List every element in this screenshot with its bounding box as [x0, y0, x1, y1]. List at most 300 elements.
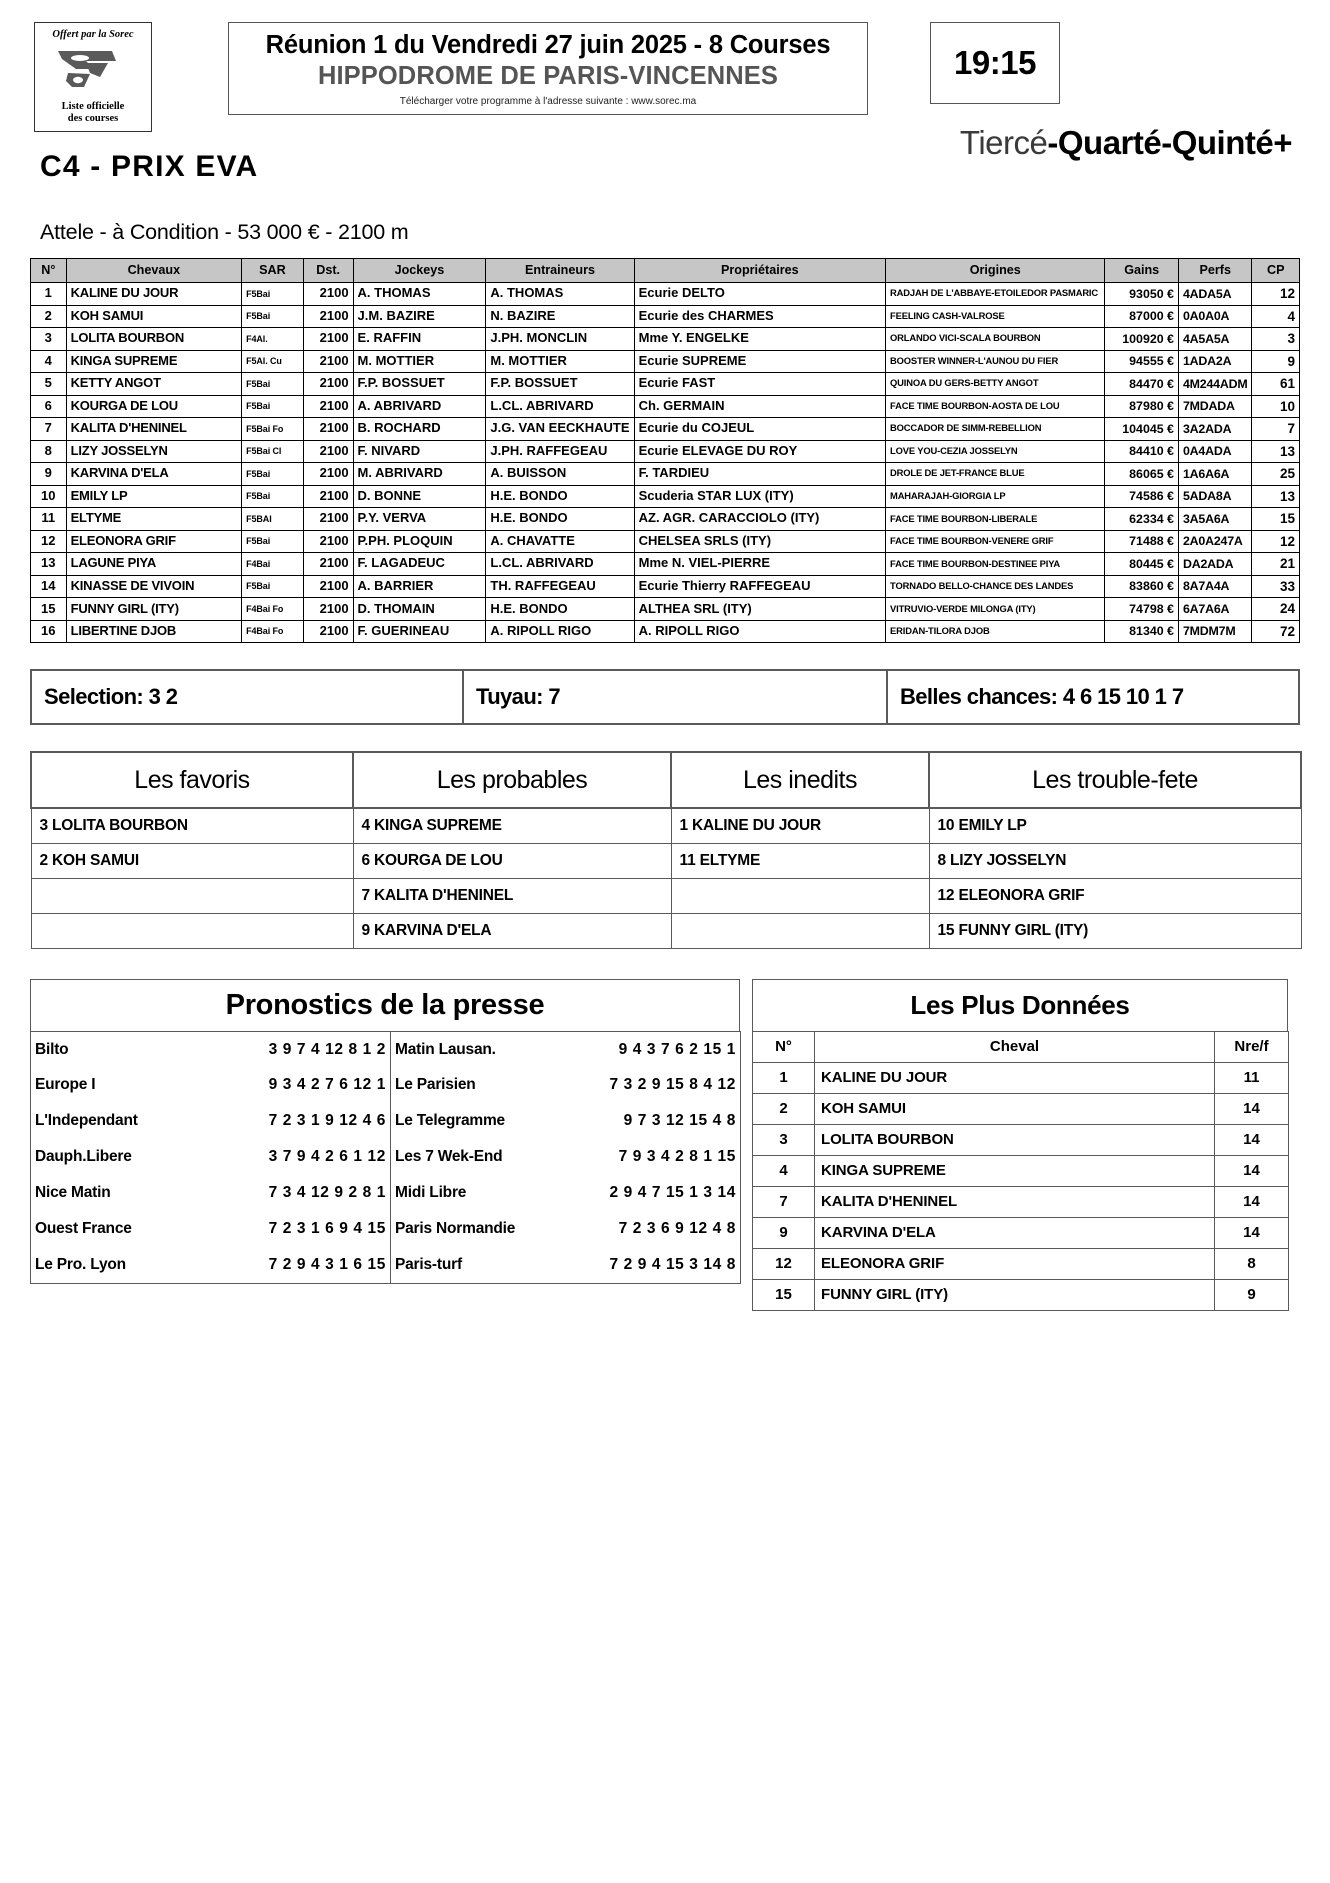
col-header-origin: Origines: [886, 259, 1105, 283]
runner-origin: BOCCADOR DE SIMM-REBELLION: [886, 418, 1105, 441]
runner-number: 16: [31, 620, 67, 643]
runner-trainer: A. THOMAS: [486, 283, 634, 306]
race-title-bar: [0, 124, 1330, 202]
tuyau-cell: Tuyau: 7: [463, 670, 887, 724]
runner-trainer: H.E. BONDO: [486, 485, 634, 508]
runner-owner: ALTHEA SRL (ITY): [634, 598, 885, 621]
runner-horse-name: LIZY JOSSELYN: [66, 440, 242, 463]
most-selected-row: [753, 1155, 1289, 1186]
runner-origin: FACE TIME BOURBON-DESTINEE PIYA: [886, 553, 1105, 576]
table-row: [31, 575, 1300, 598]
col-header-jockey: Jockeys: [353, 259, 486, 283]
most-selected-horse: FUNNY GIRL (ITY): [815, 1279, 1215, 1310]
runner-trainer: A. BUISSON: [486, 463, 634, 486]
most-selected-horse: KALINE DU JOUR: [815, 1062, 1215, 1093]
table-row: [31, 305, 1300, 328]
runner-sar: F5Bai Cl: [242, 440, 304, 463]
runner-trainer: A. CHAVATTE: [486, 530, 634, 553]
press-predictions-panel: [30, 979, 740, 1284]
download-notice: Télécharger votre programme à l'adresse suivante : www.sorec.ma: [399, 96, 697, 108]
runner-perfs: 7MDADA: [1178, 395, 1252, 418]
table-row: [31, 418, 1300, 441]
press-source-name: Paris-turf: [391, 1247, 566, 1283]
runner-jockey: D. BONNE: [353, 485, 486, 508]
runner-cp: 13: [1252, 440, 1300, 463]
bottom-section: [0, 979, 1330, 1311]
runner-horse-name: FUNNY GIRL (ITY): [66, 598, 242, 621]
runner-sar: F4Bai Fo: [242, 598, 304, 621]
most-selected-number: 12: [753, 1248, 815, 1279]
col-header-owner: Propriétaires: [634, 259, 885, 283]
tips-cell: 4 KINGA SUPREME: [353, 808, 671, 843]
runner-jockey: M. ABRIVARD: [353, 463, 486, 486]
runners-table-section: [0, 258, 1330, 643]
runner-trainer: A. RIPOLL RIGO: [486, 620, 634, 643]
logo-top-text: Offert par la Sorec: [52, 29, 134, 40]
runner-distance: 2100: [303, 530, 353, 553]
most-selected-col-count: Nre/f: [1215, 1031, 1289, 1062]
racecourse-name: HIPPODROME DE PARIS-VINCENNES: [317, 61, 779, 90]
most-selected-horse: KINGA SUPREME: [815, 1155, 1215, 1186]
runner-cp: 4: [1252, 305, 1300, 328]
document-header: [0, 0, 1330, 140]
most-selected-col-num: N°: [753, 1031, 815, 1062]
press-source-name: Le Telegramme: [391, 1103, 566, 1139]
runner-gains: 104045 €: [1105, 418, 1179, 441]
runner-number: 1: [31, 283, 67, 306]
table-row: [31, 508, 1300, 531]
runner-perfs: 7MDM7M: [1178, 620, 1252, 643]
runner-origin: VITRUVIO-VERDE MILONGA (ITY): [886, 598, 1105, 621]
most-selected-horse: KARVINA D'ELA: [815, 1217, 1215, 1248]
runner-origin: FACE TIME BOURBON-AOSTA DE LOU: [886, 395, 1105, 418]
col-header-perfs: Perfs: [1178, 259, 1252, 283]
runner-cp: 33: [1252, 575, 1300, 598]
runner-number: 6: [31, 395, 67, 418]
runner-horse-name: KINGA SUPREME: [66, 350, 242, 373]
press-row: [31, 1067, 741, 1103]
tips-header-inedits: Les inedits: [671, 752, 929, 808]
table-row: [31, 553, 1300, 576]
press-source-name: Matin Lausan.: [391, 1031, 566, 1067]
runner-origin: FACE TIME BOURBON-LIBERALE: [886, 508, 1105, 531]
runner-gains: 84410 €: [1105, 440, 1179, 463]
runner-horse-name: KOH SAMUI: [66, 305, 242, 328]
runner-gains: 100920 €: [1105, 328, 1179, 351]
runner-horse-name: KALITA D'HENINEL: [66, 418, 242, 441]
runner-number: 13: [31, 553, 67, 576]
runner-distance: 2100: [303, 395, 353, 418]
runner-number: 3: [31, 328, 67, 351]
col-header-horse: Chevaux: [66, 259, 242, 283]
runner-perfs: 3A2ADA: [1178, 418, 1252, 441]
tips-cell: 2 KOH SAMUI: [31, 843, 353, 878]
runner-trainer: M. MOTTIER: [486, 350, 634, 373]
col-header-sar: SAR: [242, 259, 304, 283]
runner-cp: 7: [1252, 418, 1300, 441]
runner-trainer: J.G. VAN EECKHAUTE: [486, 418, 634, 441]
runner-sar: F5Bai: [242, 283, 304, 306]
runner-distance: 2100: [303, 350, 353, 373]
tips-header-row: [31, 752, 1301, 808]
most-selected-number: 3: [753, 1124, 815, 1155]
table-row: [31, 328, 1300, 351]
press-source-name: L'Independant: [35, 1112, 138, 1130]
sorec-logo: [34, 22, 152, 132]
runner-trainer: J.PH. MONCLIN: [486, 328, 634, 351]
press-row: [31, 1139, 741, 1175]
press-source-name: Midi Libre: [391, 1175, 566, 1211]
tips-cell: 15 FUNNY GIRL (ITY): [929, 913, 1301, 948]
runner-owner: Scuderia STAR LUX (ITY): [634, 485, 885, 508]
col-header-trainer: Entraineurs: [486, 259, 634, 283]
runner-origin: FEELING CASH-VALROSE: [886, 305, 1105, 328]
runner-trainer: L.CL. ABRIVARD: [486, 395, 634, 418]
tips-section: [0, 751, 1330, 949]
runners-header-row: [31, 259, 1300, 283]
runner-jockey: M. MOTTIER: [353, 350, 486, 373]
runner-distance: 2100: [303, 508, 353, 531]
runner-jockey: P.PH. PLOQUIN: [353, 530, 486, 553]
race-time: 19:15: [930, 22, 1060, 104]
runner-distance: 2100: [303, 463, 353, 486]
runner-jockey: J.M. BAZIRE: [353, 305, 486, 328]
runner-horse-name: LOLITA BOURBON: [66, 328, 242, 351]
runner-sar: F5Bai: [242, 530, 304, 553]
runner-cp: 12: [1252, 530, 1300, 553]
runner-perfs: 2A0A247A: [1178, 530, 1252, 553]
runner-jockey: F.P. BOSSUET: [353, 373, 486, 396]
runner-cp: 13: [1252, 485, 1300, 508]
runner-distance: 2100: [303, 283, 353, 306]
runner-cp: 9: [1252, 350, 1300, 373]
selection-bar-table: [30, 669, 1300, 725]
tips-cell: [31, 878, 353, 913]
runner-number: 7: [31, 418, 67, 441]
runner-horse-name: LIBERTINE DJOB: [66, 620, 242, 643]
runner-jockey: F. GUERINEAU: [353, 620, 486, 643]
press-row: [31, 1031, 741, 1067]
runner-cp: 10: [1252, 395, 1300, 418]
runner-number: 2: [31, 305, 67, 328]
runner-gains: 62334 €: [1105, 508, 1179, 531]
runner-gains: 87000 €: [1105, 305, 1179, 328]
table-row: [31, 350, 1300, 373]
bet-types-label: [960, 124, 1292, 162]
col-header-num: N°: [31, 259, 67, 283]
runner-distance: 2100: [303, 620, 353, 643]
runner-distance: 2100: [303, 373, 353, 396]
runner-jockey: P.Y. VERVA: [353, 508, 486, 531]
runner-trainer: H.E. BONDO: [486, 508, 634, 531]
runner-origin: QUINOA DU GERS-BETTY ANGOT: [886, 373, 1105, 396]
runner-number: 9: [31, 463, 67, 486]
meeting-title: Réunion 1 du Vendredi 27 juin 2025 - 8 Courses: [265, 31, 831, 59]
runner-jockey: F. LAGADEUC: [353, 553, 486, 576]
runner-horse-name: KINASSE DE VIVOIN: [66, 575, 242, 598]
runner-trainer: F.P. BOSSUET: [486, 373, 634, 396]
runner-cp: 21: [1252, 553, 1300, 576]
table-row: [31, 530, 1300, 553]
runner-cp: 3: [1252, 328, 1300, 351]
most-selected-number: 9: [753, 1217, 815, 1248]
runner-perfs: 0A0A0A: [1178, 305, 1252, 328]
selection-cell: Selection: 3 2: [31, 670, 463, 724]
runner-owner: F. TARDIEU: [634, 463, 885, 486]
most-selected-row: [753, 1279, 1289, 1310]
most-selected-count: 11: [1215, 1062, 1289, 1093]
runner-origin: BOOSTER WINNER-L'AUNOU DU FIER: [886, 350, 1105, 373]
runner-gains: 71488 €: [1105, 530, 1179, 553]
tips-row: [31, 808, 1301, 843]
press-source-name: Les 7 Wek-End: [391, 1139, 566, 1175]
runner-origin: ERIDAN-TILORA DJOB: [886, 620, 1105, 643]
press-source-picks: 7 2 3 1 9 12 4 6: [268, 1112, 386, 1130]
runner-number: 15: [31, 598, 67, 621]
press-source-name: Bilto: [35, 1040, 69, 1058]
tips-cell: 8 LIZY JOSSELYN: [929, 843, 1301, 878]
press-row: [31, 1211, 741, 1247]
runner-horse-name: KOURGA DE LOU: [66, 395, 242, 418]
press-source-name: Dauph.Libere: [35, 1148, 132, 1166]
press-source-name: Le Pro. Lyon: [35, 1256, 126, 1273]
meeting-title-box: [228, 22, 868, 115]
runner-perfs: 4A5A5A: [1178, 328, 1252, 351]
press-source-picks: 7 2 9 4 15 3 14 8: [609, 1256, 736, 1273]
tips-cell: 12 ELEONORA GRIF: [929, 878, 1301, 913]
runner-trainer: TH. RAFFEGEAU: [486, 575, 634, 598]
runner-perfs: 0A4ADA: [1178, 440, 1252, 463]
table-row: [31, 620, 1300, 643]
runner-owner: A. RIPOLL RIGO: [634, 620, 885, 643]
press-source-picks: 3 9 7 4 12 8 1 2: [268, 1040, 386, 1058]
press-source-picks: 2 9 4 7 15 1 3 14: [609, 1184, 736, 1202]
runners-table: [30, 258, 1300, 643]
tips-row: [31, 878, 1301, 913]
most-selected-horse: KALITA D'HENINEL: [815, 1186, 1215, 1217]
runner-origin: FACE TIME BOURBON-VENERE GRIF: [886, 530, 1105, 553]
tips-cell: 3 LOLITA BOURBON: [31, 808, 353, 843]
runner-jockey: F. NIVARD: [353, 440, 486, 463]
runner-jockey: A. BARRIER: [353, 575, 486, 598]
runner-gains: 84470 €: [1105, 373, 1179, 396]
tips-cell: 1 KALINE DU JOUR: [671, 808, 929, 843]
most-selected-number: 2: [753, 1093, 815, 1124]
press-source-name: Nice Matin: [35, 1184, 111, 1202]
runner-origin: MAHARAJAH-GIORGIA LP: [886, 485, 1105, 508]
most-selected-count: 8: [1215, 1248, 1289, 1279]
runner-number: 11: [31, 508, 67, 531]
runner-owner: Mme Y. ENGELKE: [634, 328, 885, 351]
runner-gains: 74586 €: [1105, 485, 1179, 508]
selection-bar-section: [0, 669, 1330, 725]
logo-bottom-line2: des courses: [67, 112, 119, 124]
bet-type-quarte-quinte: -Quarté-Quinté+: [1047, 124, 1292, 161]
press-panel-title: Pronostics de la presse: [30, 979, 740, 1031]
runner-cp: 15: [1252, 508, 1300, 531]
runner-sar: F5BAI: [242, 508, 304, 531]
runner-owner: Ecurie du COJEUL: [634, 418, 885, 441]
press-source-picks: 3 7 9 4 2 6 1 12: [268, 1148, 386, 1166]
most-selected-number: 15: [753, 1279, 815, 1310]
runner-jockey: D. THOMAIN: [353, 598, 486, 621]
press-source-name: Le Parisien: [391, 1067, 566, 1103]
runner-perfs: 8A7A4A: [1178, 575, 1252, 598]
most-selected-number: 7: [753, 1186, 815, 1217]
runner-number: 10: [31, 485, 67, 508]
runner-sar: F4Al.: [242, 328, 304, 351]
runner-cp: 25: [1252, 463, 1300, 486]
runner-number: 5: [31, 373, 67, 396]
table-row: [31, 440, 1300, 463]
press-source-picks: 7 3 2 9 15 8 4 12: [609, 1076, 736, 1094]
runner-horse-name: ELTYME: [66, 508, 242, 531]
race-code-title: C4 - PRIX EVA: [40, 150, 259, 183]
press-source-picks: 9 4 3 7 6 2 15 1: [618, 1040, 736, 1058]
runner-horse-name: ELEONORA GRIF: [66, 530, 242, 553]
most-selected-number: 1: [753, 1062, 815, 1093]
most-selected-row: [753, 1093, 1289, 1124]
runner-owner: CHELSEA SRLS (ITY): [634, 530, 885, 553]
runner-owner: Ecurie FAST: [634, 373, 885, 396]
table-row: [31, 485, 1300, 508]
press-source-picks: 7 2 3 1 6 9 4 15: [268, 1220, 386, 1238]
most-selected-header-row: [753, 1031, 1289, 1062]
most-selected-table: [752, 1031, 1289, 1311]
tips-cell: 9 KARVINA D'ELA: [353, 913, 671, 948]
runner-perfs: 3A5A6A: [1178, 508, 1252, 531]
runner-sar: F5Bai: [242, 305, 304, 328]
runner-perfs: 6A7A6A: [1178, 598, 1252, 621]
runner-perfs: 1A6A6A: [1178, 463, 1252, 486]
runner-distance: 2100: [303, 418, 353, 441]
most-selected-horse: KOH SAMUI: [815, 1093, 1215, 1124]
tips-header-trouble-fete: Les trouble-fete: [929, 752, 1301, 808]
runner-owner: AZ. AGR. CARACCIOLO (ITY): [634, 508, 885, 531]
runner-distance: 2100: [303, 575, 353, 598]
runner-gains: 81340 €: [1105, 620, 1179, 643]
runner-trainer: H.E. BONDO: [486, 598, 634, 621]
runner-distance: 2100: [303, 328, 353, 351]
col-header-gains: Gains: [1105, 259, 1179, 283]
most-selected-row: [753, 1186, 1289, 1217]
runner-perfs: 1ADA2A: [1178, 350, 1252, 373]
col-header-dst: Dst.: [303, 259, 353, 283]
runner-perfs: 4M244ADM: [1178, 373, 1252, 396]
press-source-name: Ouest France: [35, 1220, 132, 1238]
runner-distance: 2100: [303, 485, 353, 508]
runner-origin: ORLANDO VICI-SCALA BOURBON: [886, 328, 1105, 351]
press-source-name: Paris Normandie: [391, 1211, 566, 1247]
runner-number: 8: [31, 440, 67, 463]
press-source-picks: 7 9 3 4 2 8 1 15: [618, 1148, 736, 1166]
race-conditions: Attele - à Condition - 53 000 € - 2100 m: [40, 220, 409, 244]
runner-horse-name: LAGUNE PIYA: [66, 553, 242, 576]
runner-horse-name: KETTY ANGOT: [66, 373, 242, 396]
runner-owner: Ecurie DELTO: [634, 283, 885, 306]
runner-number: 4: [31, 350, 67, 373]
runner-sar: F5Bai: [242, 395, 304, 418]
most-selected-panel: [752, 979, 1288, 1311]
table-row: [31, 283, 1300, 306]
most-selected-horse: ELEONORA GRIF: [815, 1248, 1215, 1279]
runner-jockey: A. ABRIVARD: [353, 395, 486, 418]
logo-bottom-text: [62, 101, 125, 125]
table-row: [31, 598, 1300, 621]
runner-distance: 2100: [303, 440, 353, 463]
most-selected-row: [753, 1248, 1289, 1279]
sorec-emblem-icon: [56, 47, 130, 93]
runner-owner: Ecurie des CHARMES: [634, 305, 885, 328]
press-predictions-table: [30, 1031, 741, 1284]
tips-cell: [671, 878, 929, 913]
runner-origin: RADJAH DE L'ABBAYE-ETOILEDOR PASMARIC: [886, 283, 1105, 306]
runner-cp: 61: [1252, 373, 1300, 396]
runner-owner: Mme N. VIEL-PIERRE: [634, 553, 885, 576]
runner-sar: F4Bai: [242, 553, 304, 576]
tips-cell: [671, 913, 929, 948]
runner-perfs: 5ADA8A: [1178, 485, 1252, 508]
runner-sar: F4Bai Fo: [242, 620, 304, 643]
most-selected-col-horse: Cheval: [815, 1031, 1215, 1062]
runner-gains: 87980 €: [1105, 395, 1179, 418]
runner-number: 14: [31, 575, 67, 598]
runner-trainer: N. BAZIRE: [486, 305, 634, 328]
runner-perfs: DA2ADA: [1178, 553, 1252, 576]
runner-origin: LOVE YOU-CEZIA JOSSELYN: [886, 440, 1105, 463]
tips-cell: 11 ELTYME: [671, 843, 929, 878]
runner-horse-name: KALINE DU JOUR: [66, 283, 242, 306]
runner-jockey: B. ROCHARD: [353, 418, 486, 441]
runner-cp: 12: [1252, 283, 1300, 306]
selection-bar-row: [31, 670, 1299, 724]
runner-distance: 2100: [303, 305, 353, 328]
runner-sar: F5Bai: [242, 463, 304, 486]
runner-owner: Ecurie ELEVAGE DU ROY: [634, 440, 885, 463]
runner-jockey: A. THOMAS: [353, 283, 486, 306]
most-selected-row: [753, 1217, 1289, 1248]
most-selected-title: Les Plus Données: [752, 979, 1288, 1031]
most-selected-count: 14: [1215, 1186, 1289, 1217]
press-source-name: Europe I: [35, 1076, 96, 1094]
press-row: [31, 1175, 741, 1211]
press-source-picks: 7 2 9 4 3 1 6 15: [268, 1256, 386, 1273]
runner-sar: F5Bai: [242, 485, 304, 508]
most-selected-row: [753, 1124, 1289, 1155]
runner-gains: 94555 €: [1105, 350, 1179, 373]
table-row: [31, 395, 1300, 418]
belles-chances-cell: Belles chances: 4 6 15 10 1 7: [887, 670, 1299, 724]
tips-row: [31, 913, 1301, 948]
most-selected-count: 14: [1215, 1155, 1289, 1186]
tips-cell: 7 KALITA D'HENINEL: [353, 878, 671, 913]
tips-header-favoris: Les favoris: [31, 752, 353, 808]
tips-cell: [31, 913, 353, 948]
most-selected-number: 4: [753, 1155, 815, 1186]
runner-origin: TORNADO BELLO-CHANCE DES LANDES: [886, 575, 1105, 598]
most-selected-count: 14: [1215, 1093, 1289, 1124]
runner-sar: F5Bai: [242, 373, 304, 396]
runner-distance: 2100: [303, 598, 353, 621]
runner-horse-name: KARVINA D'ELA: [66, 463, 242, 486]
tips-cell: 6 KOURGA DE LOU: [353, 843, 671, 878]
most-selected-count: 14: [1215, 1124, 1289, 1155]
bet-type-tierce: Tiercé: [959, 124, 1048, 161]
press-source-picks: 9 3 4 2 7 6 12 1: [268, 1076, 386, 1094]
most-selected-count: 14: [1215, 1217, 1289, 1248]
runner-owner: Ecurie Thierry RAFFEGEAU: [634, 575, 885, 598]
runner-cp: 24: [1252, 598, 1300, 621]
